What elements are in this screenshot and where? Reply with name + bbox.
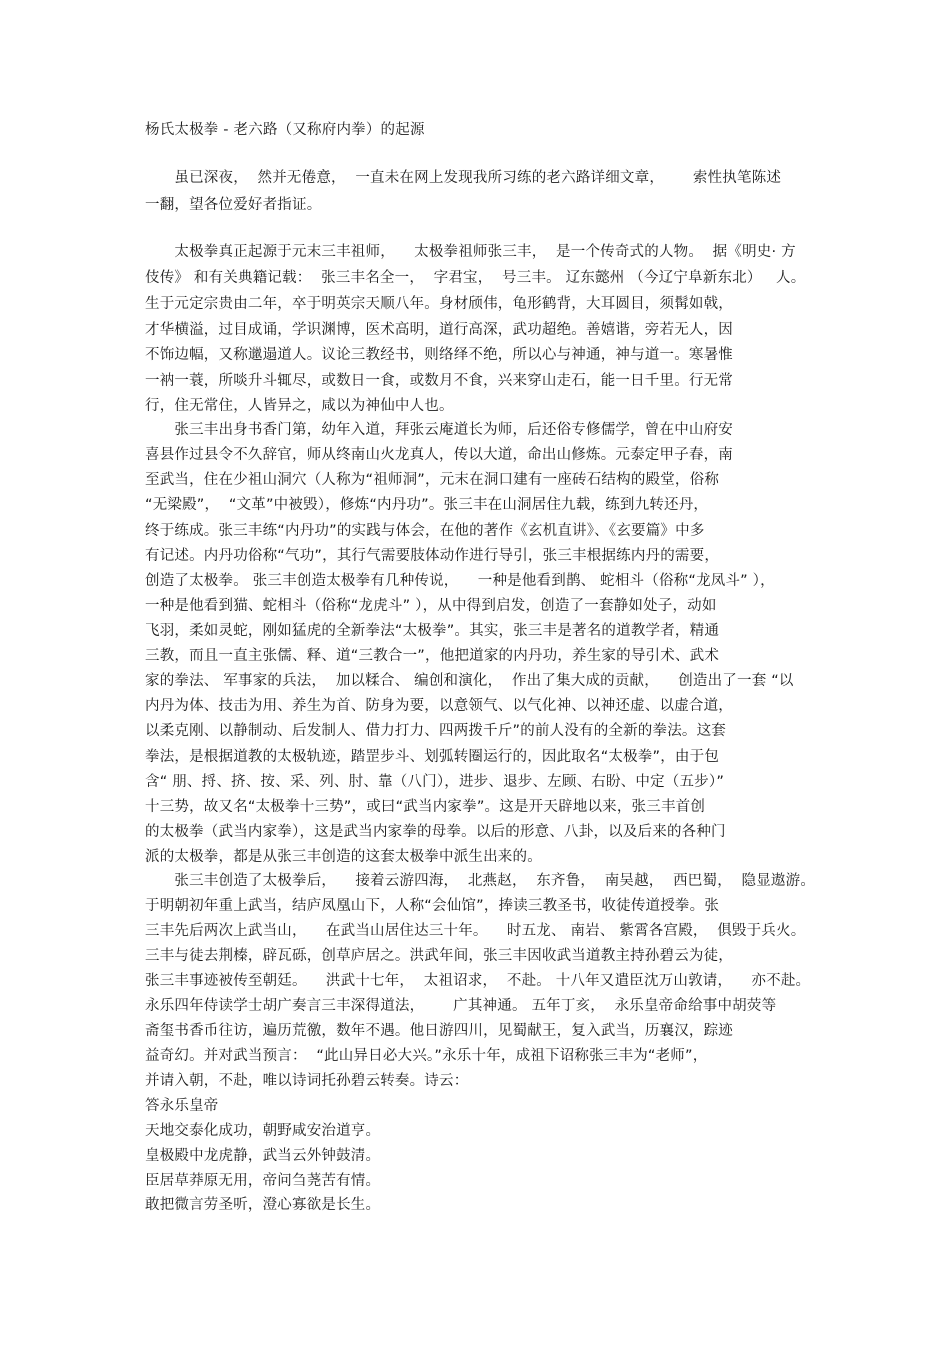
text-line: 创造了太极拳。 张三丰创造太极拳有几种传说， 一种是他看到鹊、 蛇相斗（俗称“龙凤斗” ）， <box>145 573 775 589</box>
text-line: 终于练成。张三丰练“内丹功”的实践与体会，在他的著作《玄机直讲》、《玄要篇》中多 <box>145 523 705 539</box>
text-line: 以柔克刚、以静制动、后发制人、借力打力、四两拨千斤”的前人没有的全新的拳法。这套 <box>145 723 727 739</box>
poem-line: 天地交泰化成功，朝野咸安治道亨。 <box>145 1123 381 1139</box>
text-line: 张三丰事迹被传至朝廷。 洪武十七年， 太祖诏求， 不赴。 十八年又遣臣沈万山敦请， 亦不赴。 <box>145 973 811 989</box>
text-line: 派的太极拳，都是从张三丰创造的这套太极拳中派生出来的。 <box>145 849 542 865</box>
text-line: 十三势，故又名“太极拳十三势”，或曰“武当内家拳”。这是开天辟地以来，张三丰首创 <box>145 799 706 815</box>
text-line: 三丰与徒去荆榛，辟瓦砾，创草庐居之。洪武年间，张三丰因收武当道教主持孙碧云为徒， <box>145 948 733 964</box>
text-line: 家的拳法、 军事家的兵法， 加以糅合、 编创和演化， 作出了集大成的贡献， 创造出了一套 “以 <box>145 673 794 689</box>
text-line: 太极拳真正起源于元末三丰祖师， 太极拳祖师张三丰， 是一个传奇式的人物。 据《明史· 方 <box>145 244 796 260</box>
text-line: 至武当，住在少祖山洞穴（人称为“祖师洞”，元末在洞口建有一座砖石结构的殿堂，俗称 <box>145 472 720 488</box>
text-line: 内丹为体、技击为用、养生为首、防身为要，以意领气、以气化神、以神还虚、以虚合道， <box>145 698 733 714</box>
poem-line: 臣居草莽原无用，帝问刍荛苦有情。 <box>145 1173 381 1189</box>
text-line: 的太极拳（武当内家拳），这是武当内家拳的母拳。以后的形意、八卦，以及后来的各种门 <box>145 824 726 840</box>
text-line: 虽已深夜， 然并无倦意， 一直未在网上发现我所习练的老六路详细文章， 索性执笔陈述 <box>145 170 782 186</box>
document-title: 杨氏太极拳 - 老六路（又称府内拳）的起源 <box>145 122 425 138</box>
text-line: 有记述。内丹功俗称“气功”，其行气需要肢体动作进行导引，张三丰根据练内丹的需要， <box>145 548 720 564</box>
text-line: 斋玺书香币往访，遍历荒徼，数年不遇。他日游四川，见蜀献王，复入武当，历襄汉，踪迹 <box>145 1023 733 1039</box>
text-line: 喜县作过县令不久辞官，师从终南山火龙真人，传以大道，命出山修炼。元泰定甲子春，南 <box>145 447 733 463</box>
text-line: 不饰边幅，又称邋遢道人。议论三教经书，则络绎不绝，所以心与神通，神与道一。寒暑惟 <box>145 347 733 363</box>
text-line: 一衲一蓑，所啖升斗辄尽，或数日一食，或数月不食，兴来穿山走石，能一日千里。行无常 <box>145 373 733 389</box>
text-line: 一翻，望各位爱好者指证。 <box>145 197 322 213</box>
text-line: 三教，而且一直主张儒、释、道“三教合一”，他把道家的内丹功，养生家的导引术、武术 <box>145 648 720 664</box>
poem-line: 敢把微言劳圣听，澄心寡欲是长生。 <box>145 1197 381 1213</box>
text-line: 益奇幻。并对武当预言： “此山异日必大兴。”永乐十年，成祖下诏称张三丰为“老师”， <box>145 1048 708 1064</box>
text-line: 张三丰出身书香门第，幼年入道，拜张云庵道长为师，后还俗专修儒学，曾在中山府安 <box>145 422 733 438</box>
text-line: 永乐四年侍读学士胡广奏言三丰深得道法， 广其神通。 五年丁亥， 永乐皇帝命给事中胡荧等 <box>145 998 777 1014</box>
poem-line: 皇极殿中龙虎静，武当云外钟鼓清。 <box>145 1148 381 1164</box>
text-line: 伎传》 和有关典籍记载： 张三丰名全一， 字君宝， 号三丰。 辽东懿州 （今辽宁阜新东北） 人。 <box>145 270 806 286</box>
text-line: 于明朝初年重上武当，结庐凤凰山下，人称“会仙馆”，捧读三教圣书，收徒传道授拳。张 <box>145 898 720 914</box>
text-line: 拳法，是根据道教的太极轨迹，踏罡步斗、划弧转圈运行的，因此取名“太极拳”，由于包 <box>145 749 720 765</box>
text-line: 张三丰创造了太极拳后， 接着云游四海， 北燕赵， 东齐鲁， 南吴越， 西巴蜀， 隐显遨游。 <box>145 873 816 889</box>
text-line: 行，住无常住，人皆异之，咸以为神仙中人也。 <box>145 398 454 414</box>
text-line: 一种是他看到猫、蛇相斗（俗称“龙虎斗” ），从中得到启发，创造了一套静如处子，动如 <box>145 598 717 614</box>
text-line: 含“ 朋、捋、挤、按、采、列、肘、靠（八门），进步、退步、左顾、右盼、中定（五步）” <box>145 774 725 790</box>
text-line: 生于元定宗贵由二年，卒于明英宗天顺八年。身材颀伟，龟形鹤背，大耳圆目，须髯如戟， <box>145 296 733 312</box>
text-line: 飞羽，柔如灵蛇，刚如猛虎的全新拳法“太极拳”。其实，张三丰是著名的道教学者，精通 <box>145 623 720 639</box>
poem-title: 答永乐皇帝 <box>145 1098 219 1114</box>
text-line: 并请入朝，不赴，唯以诗词托孙碧云转奏。诗云： <box>145 1073 469 1089</box>
text-line: 三丰先后两次上武当山， 在武当山居住达三十年。 时五龙、 南岩、 紫霄各宫殿， 俱毁于兵火。 <box>145 923 806 939</box>
text-line: “无梁殿”， “文革”中被毁），修炼“内丹功”。张三丰在山洞居住九载，练到九转还丹， <box>145 497 709 513</box>
text-line: 才华横溢，过目成诵，学识渊博，医术高明，道行高深，武功超绝。善嬉谐，旁若无人，因 <box>145 322 733 338</box>
